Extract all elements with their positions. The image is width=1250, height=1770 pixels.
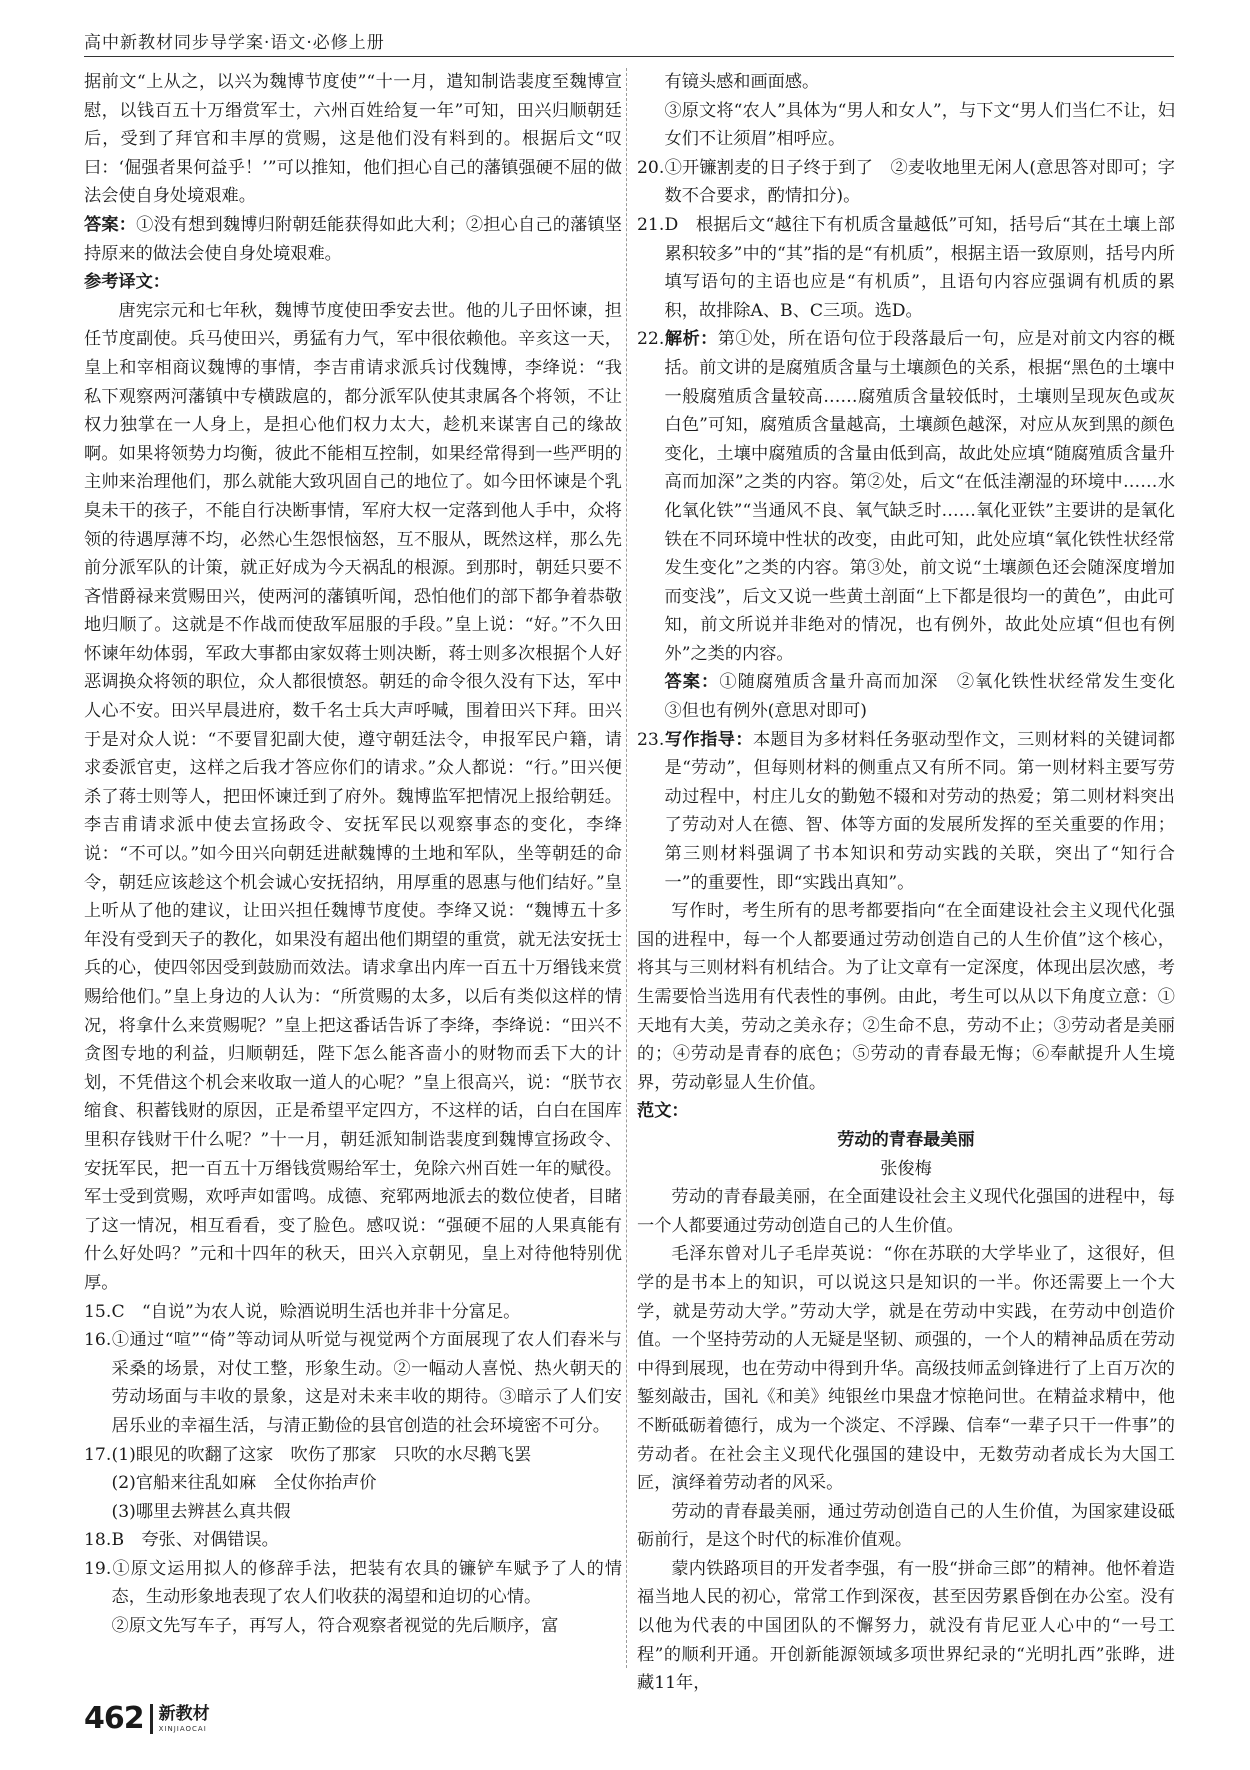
question-number: 16. [84, 1330, 112, 1351]
header-rule [84, 56, 1174, 57]
running-header: 高中新教材同步导学案·语文·必修上册 [84, 33, 385, 53]
question-number: 15. [84, 1301, 112, 1322]
q14-analysis: 据前文“上从之，以兴为魏博节度使”“十一月，遣知制诰裴度至魏博宣慰，以钱百五十万缗赏军士，六州百姓给复一年”可知，田兴归顺朝廷后，受到了拜官和丰厚的赏赐，这是他们没有料到的。根据后文“叹曰：‘倔强者果何益乎！’”可以推知，他们担心自己的藩镇强硬不屈的做法会使自身处境艰难。 [84, 72, 622, 207]
q17-line-1: (1)眼见的吹翻了这家 吹伤了那家 只吹的水尽鹅飞罢 [111, 1444, 532, 1465]
essay-paragraph: 劳动的青春最美丽，在全面建设社会主义现代化强国的进程中，每一个人都要通过劳动创造自己的人生价值。 [637, 1187, 1175, 1236]
analysis-label: 解析： [664, 329, 718, 350]
question-number: 22. [637, 329, 665, 350]
q22-answer [637, 668, 1193, 725]
answer-label: 答案： [84, 214, 137, 235]
q22-answer-text: ①随腐殖质含量升高而加深 ②氧化铁性状经常发生变化 ③但也有例外(意思对即可) [664, 672, 1193, 722]
q23 [637, 726, 1175, 898]
essay-title: 劳动的青春最美丽 [837, 1129, 975, 1150]
footer-divider [150, 1704, 153, 1734]
q16 [84, 1326, 622, 1440]
q21-text: D 根据后文“越往下有机质含量越低”可知，括号后“其在土壤上部累积较多”中的“其”指的是“有机质”，根据主语一致原则，括号内所填写语句的主语也应是“有机质”，且语句内容应强调有机质的累积，故排除A、B、C三项。选D。 [664, 214, 1175, 321]
question-number: 18. [84, 1530, 112, 1551]
q22-text: 第①处，所在语句位于段落最后一句，应是对前文内容的概括。前文讲的是腐殖质含量与土壤颜色的关系，根据“黑色的土壤中一般腐殖质含量较高……腐殖质含量较低时，土壤则呈现灰色或灰白色”可知，腐殖质含量越高，土壤颜色越深，对应从灰到黑的颜色变化，土壤中腐殖质的含量由低到高，故此处应填“随腐殖质含量升高而加深”之类的内容。第②处，后文“在低洼潮湿的环境中……水化氧化铁”“当通风不良、氧气缺乏时……氧化亚铁”主要讲的是氧化铁在不同环境中性状的改变，由此可知，此处应填“氧化铁性状经常发生变化”之类的内容。第③处，前文说“土壤颜色还会随深度增加而变浅”，后文又说一些黄土剖面“上下都是很均一的黄色”，由此可知，前文所说并非绝对的情况，也有例外，故此处应填“但也有例外”之类的内容。 [664, 329, 1175, 664]
q16-text: ①通过“喧”“倚”等动词从听觉与视觉两个方面展现了农人们舂米与采桑的场景，对仗工整，形象生动。②一幅动人喜悦、热火朝天的劳动场面与丰收的景象，这是对未来丰收的期待。③暗示了人们安居乐业的幸福生活，与清正勤俭的县官创造的社会环境密不可分。 [111, 1330, 622, 1436]
answer-text: ①没有想到魏博归附朝廷能获得如此大利；②担心自己的藩镇坚持原来的做法会使自身处境艰难。 [84, 214, 622, 264]
q18 [84, 1526, 622, 1555]
q23-paragraph-2: 写作时，考生所有的思考都要指向“在全面建设社会主义现代化强国的进程中，每一个人都要通过劳动创造自己的人生价值”这个核心，将其与三则材料有机结合。为了让文章有一定深度，体现出层次感，考生需要恰当选用有代表性的事例。由此，考生可以从以下角度立意：①天地有大美，劳动之美永存；②生命不息，劳动不止；③劳动者是美丽的；④劳动是青春的底色；⑤劳动的青春最无悔；⑥奉献提升人生境界，劳动彰显人生价值。 [637, 901, 1175, 1093]
right-column [637, 68, 1193, 1694]
essay-paragraph: 蒙内铁路项目的开发者李强，有一股“拼命三郎”的精神。他怀着造福当地人民的初心，常常工作到深夜，甚至因劳累昏倒在办公室。没有以他为代表的中国团队的不懈努力，就没有肯尼亚人心中的“一号工程”的顺利开通。开创新能源领域多项世界纪录的“光明扎西”张晔，进藏11年， [637, 1558, 1175, 1694]
essay-paragraph: 毛泽东曾对儿子毛岸英说：“你在苏联的大学毕业了，这很好，但学的是书本上的知识，可以说这只是知识的一半。你还需要上一个大学，就是劳动大学。”劳动大学，就是在劳动中实践，在劳动中创造价值。一个坚持劳动的人无疑是坚韧、顽强的，一个人的精神品质在劳动中得到展现，也在劳动中得到升华。高级技师孟剑锋进行了上百万次的錾刻敲击，国礼《和美》纯银丝巾果盘才惊艳问世。在精益求精中，他不断砥砺着德行，成为一个淡定、不浮躁、信奉“一辈子只干一件事”的劳动者。在社会主义现代化强国的建设中，无数劳动者成长为大国工匠，演绎着劳动者的风采。 [637, 1244, 1175, 1494]
essay-paragraph: 劳动的青春最美丽，通过劳动创造自己的人生价值，为国家建设砥砺前行，是这个时代的标准价值观。 [637, 1501, 1175, 1551]
q20-text: ①开镰割麦的日子终于到了 ②麦收地里无闲人(意思答对即可；字数不合要求，酌情扣分)。 [664, 157, 1175, 207]
q19-point-3: ③原文将“农人”具体为“男人和女人”，与下文“男人们当仁不让，妇女们不让须眉”相呼应。 [664, 100, 1175, 150]
brand-logo [159, 1704, 210, 1734]
q17-line-2: (2)官船来往乱如麻 全仗你抬声价 [111, 1473, 377, 1494]
q23-text: 本题目为多材料任务驱动型作文，三则材料的关键词都是“劳动”，但每则材料的侧重点又有所不同。第一则材料主要写劳动过程中，村庄儿女的勤勉不辍和对劳动的热爱；第二则材料突出了劳动对人在德、智、体等方面的发展所发挥的至关重要的作用；第三则材料强调了书本知识和劳动实践的关联，突出了“知行合一”的重要性，即“实践出真知”。 [664, 729, 1175, 893]
answer-label: 答案： [664, 672, 720, 693]
q22 [637, 325, 1175, 668]
page-footer [84, 1694, 210, 1734]
q19-point-2: ②原文先写车子，再写人，符合观察者视觉的先后顺序，富 [111, 1616, 559, 1637]
q19-continued: 有镜头感和画面感。 [664, 72, 820, 92]
brand-pinyin: XINJIAOCAI [158, 1725, 207, 1733]
question-number: 23. [637, 729, 665, 750]
left-column [84, 68, 622, 1678]
q20 [637, 154, 1175, 211]
q17-line-3: (3)哪里去辨甚么真共假 [111, 1501, 291, 1522]
q15 [84, 1298, 622, 1327]
q14-answer [84, 211, 622, 268]
q21 [637, 211, 1175, 325]
column-divider [626, 68, 627, 1668]
q19-point-1: ①原文运用拟人的修辞手法，把装有农具的镰铲车赋予了人的情态，生动形象地表现了农人们收获的渴望和迫切的心情。 [111, 1558, 622, 1608]
q19 [84, 1555, 622, 1612]
q18-text: B 夸张、对偶错误。 [111, 1530, 279, 1551]
question-number: 20. [637, 157, 665, 178]
sample-essay-label: 范文： [637, 1101, 689, 1122]
question-number: 21. [637, 214, 665, 235]
brand-name: 新教材 [158, 1704, 210, 1724]
q15-text: C “自说”为农人说，赊酒说明生活也并非十分富足。 [111, 1301, 521, 1322]
question-number: 19. [84, 1558, 112, 1579]
question-number: 17. [84, 1444, 112, 1465]
q17 [84, 1441, 622, 1470]
translation-text: 唐宪宗元和七年秋，魏博节度使田季安去世。他的儿子田怀谏，担任节度副使。兵马使田兴，勇猛有力气，军中很依赖他。辛亥这一天，皇上和宰相商议魏博的事情，李吉甫请求派兵讨伐魏博，李绛说：“我私下观察两河藩镇中专横跋扈的，都分派军队使其隶属各个将领，不让权力独掌在一人身上，是担心他们权力太大，趁机来谋害自己的缘故啊。如果将领势力均衡，彼此不能相互控制，如果经常得到一些严明的主帅来治理他们，那么就能大致巩固自己的地位了。如今田怀谏是个乳臭未干的孩子，不能自行决断事情，军府大权一定落到他人手中，众将领的待遇厚薄不均，必然心生怨恨恼怒，互不服从，既然这样，那么先前分派军队的计策，就正好成为今天祸乱的根源。到那时，朝廷只要不吝惜爵禄来赏赐田兴，使两河的藩镇听闻，恐怕他们的部下都争着恭敬地归顺了。这就是不作战而使敌军屈服的手段。”皇上说：“好。”不久田怀谏年幼体弱，军政大事都由家奴蒋士则决断，蒋士则多次根据个人好恶调换众将领的职位，众人都很愤怒。朝廷的命令很久没有下达，军中人心不安。田兴早晨进府，数千名士兵大声呼喊，围着田兴下拜。田兴于是对众人说：“不要冒犯副大使，遵守朝廷法令，申报军民户籍，请求委派官吏，这样之后我才答应你们的请求。”众人都说：“行。”田兴便杀了蒋士则等人，把田怀谏迁到了府外。魏博监军把情况上报给朝廷。李吉甫请求派中使去宣扬政令、安抚军民以观察事态的变化，李绛说：“不可以。”如今田兴向朝廷进献魏博的土地和军队，坐等朝廷的命令，朝廷应该趁这个机会诚心安抚招纳，用厚重的恩惠与他们结好。”皇上听从了他的建议，让田兴担任魏博节度使。李绛又说：“魏博五十多年没有受到天子的教化，如果没有超出他们期望的重赏，就无法安抚士兵的心，使四邻因受到鼓励而效法。请求拿出内库一百五十万缗钱来赏赐给他们。”皇上身边的人认为：“所赏赐的太多，以后有类似这样的情况，将拿什么来赏赐呢？”皇上把这番话告诉了李绛，李绛说：“田兴不贪图专地的利益，归顺朝廷，陛下怎么能吝啬小的财物而丢下大的计划，不凭借这个机会来收取一道人的心呢？”皇上很高兴，说：“朕节衣缩食、积蓄钱财的原因，正是希望平定四方，不这样的话，白白在国库里积存钱财干什么呢？”十一月，朝廷派知制诰裴度到魏博宣扬政令、安抚军民，把一百五十万缗钱赏赐给军士，免除六州百姓一年的赋役。军士受到赏赐，欢呼声如雷鸣。成德、兖郓两地派去的数位使者，目睹了这一情况，相互看看，变了脸色。感叹说：“强硬不屈的人果真能有什么好处吗？”元和十四年的秋天，田兴入京朝见，皇上对待他特别优厚。 [84, 300, 622, 1293]
writing-guide-label: 写作指导： [664, 729, 753, 750]
translation-label: 参考译文： [84, 272, 170, 293]
page-number: 462 [84, 1701, 144, 1736]
essay-author: 张俊梅 [880, 1158, 932, 1179]
